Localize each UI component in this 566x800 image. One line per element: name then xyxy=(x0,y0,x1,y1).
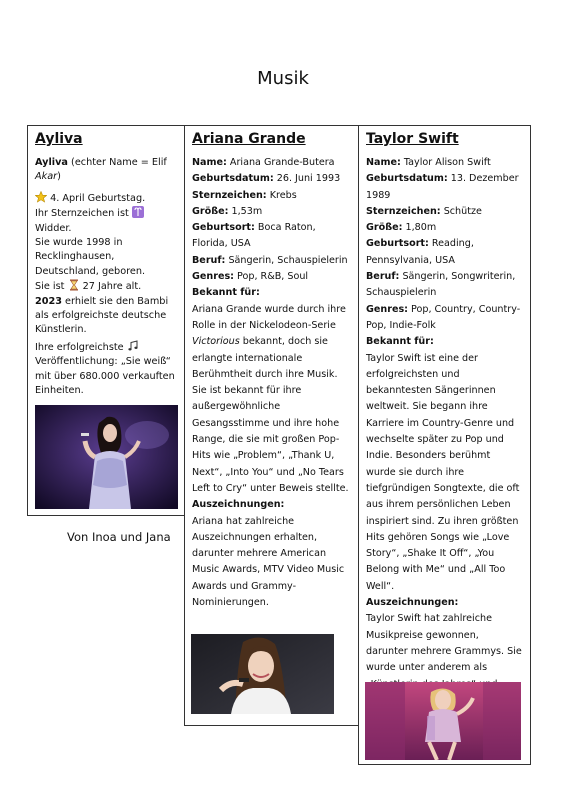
ariana-genre-label: Genres: xyxy=(192,271,234,283)
ariana-text xyxy=(192,155,351,611)
ariana-awards-label: Auszeichnungen: xyxy=(192,499,285,511)
ariana-birth-label: Geburtsdatum: xyxy=(192,173,274,185)
taylor-height-label: Größe: xyxy=(366,222,403,234)
ayliva-sign-pre: Ihr Sternzeichen ist xyxy=(35,208,132,220)
ariana-known-post: bekannt, doch sie erlangte internationale Berühmtheit durch ihre Musik. Sie ist bekannt für ihre außergewöhnliche Gesangsstimme und ihre hohe Range, die sie mit großen Pop-Hits wie „Problem“, „Thank U, Next“, „Into You“ und „No Tears Left to Cry“ unter Beweis stellte. xyxy=(192,336,349,494)
ariana-sign-value: Krebs xyxy=(266,189,297,201)
hourglass-icon xyxy=(68,279,80,291)
ariana-photo xyxy=(191,634,334,714)
ariana-name-label: Name: xyxy=(192,157,227,168)
ariana-height-value: 1,53m xyxy=(228,205,263,217)
ariana-place-label: Geburtsort: xyxy=(192,222,255,234)
ayliva-bambi-year: 2023 xyxy=(35,295,62,307)
ariana-known-pre: Ariana Grande wurde durch ihre Rolle in der Nickelodeon-Serie xyxy=(192,303,346,331)
ayliva-age-post: 27 Jahre alt. xyxy=(79,281,142,293)
taylor-awards-label: Auszeichnungen: xyxy=(366,597,459,609)
aries-sign-icon xyxy=(132,206,144,218)
ayliva-born: Sie wurde 1998 in Recklinghausen, Deutschland, geboren. xyxy=(35,237,146,277)
ariana-height-label: Größe: xyxy=(192,205,229,217)
taylor-known-text: Taylor Swift ist eine der erfolgreichsten und bekanntesten Sängerinnen weltweit. Sie begann ihre Karriere im Country-Genre und wechselte später zu Pop und Indie. Besonders berühmt wurde sie durch ihre tiefgründigen Songtexte, die oft aus ihrem persönlichen Leben inspiriert sind. Zu ihren größten Hits gehören Songs wie „Love Story“, „Shake It Off“, „You Belong with Me“ und „All Too Well“. xyxy=(366,352,520,592)
ayliva-photo xyxy=(35,405,178,509)
taylor-name-value: Taylor Alison Swift xyxy=(400,157,491,168)
taylor-genre-label: Genres: xyxy=(366,303,408,315)
taylor-birth-label: Geburtsdatum: xyxy=(366,173,448,185)
ayliva-age-pre: Sie ist xyxy=(35,281,68,293)
ayliva-bambi-text: erhielt sie den Bambi als erfolgreichste deutsche Künstlerin. xyxy=(35,295,169,336)
ayliva-realname-pre: (echter Name = Elif xyxy=(67,157,167,168)
taylor-heading: Taylor Swift xyxy=(366,131,459,147)
taylor-genre-value: Pop, Country, Country-Pop, Indie-Folk xyxy=(366,303,521,331)
taylor-photo xyxy=(365,682,521,760)
ariana-known-label: Bekannt für: xyxy=(192,287,260,299)
ariana-genre-value: Pop, R&B, Soul xyxy=(234,271,309,283)
ariana-place-value: Boca Raton, Florida, USA xyxy=(192,222,316,250)
credits: Von Inoa und Jana xyxy=(67,530,171,544)
ayliva-text xyxy=(35,156,178,399)
taylor-sign-label: Sternzeichen: xyxy=(366,205,441,217)
ayliva-heading: Ayliva xyxy=(35,131,83,147)
ariana-heading: Ariana Grande xyxy=(192,131,306,147)
taylor-job-label: Beruf: xyxy=(366,271,400,283)
ayliva-sign-post: Widder. xyxy=(35,222,72,234)
ayliva-realname-post: ) xyxy=(57,171,61,183)
ariana-job-label: Beruf: xyxy=(192,254,226,266)
ariana-name-value: Ariana Grande-Butera xyxy=(226,157,335,168)
taylor-place-label: Geburtsort: xyxy=(366,238,429,250)
star-emoji-icon xyxy=(35,191,47,203)
taylor-name-label: Name: xyxy=(366,157,401,168)
ariana-awards-text: Ariana hat zahlreiche Auszeichnungen erhalten, darunter mehrere American Music Awards, MTV Video Music Awards und Grammy-Nominierungen. xyxy=(192,515,345,609)
page-title: Musik xyxy=(257,68,309,89)
ayliva-name-bold: Ayliva xyxy=(35,157,68,168)
ariana-birth-value: 26. Juni 1993 xyxy=(273,173,341,185)
taylor-card xyxy=(358,125,531,765)
ayliva-hit-pre: Ihre erfolgreichste xyxy=(35,341,127,353)
taylor-height-value: 1,80m xyxy=(402,222,437,234)
taylor-job-value: Sängerin, Songwriterin, Schauspielerin xyxy=(366,271,516,299)
ayliva-realname-italic: Akar xyxy=(35,171,58,183)
ayliva-hit-post: Veröffentlichung: „Sie weiß“ mit über 680.000 verkauften Einheiten. xyxy=(35,356,175,397)
music-notes-icon xyxy=(127,340,139,352)
taylor-birth-value: 13. Dezember 1989 xyxy=(366,173,519,201)
ariana-known-italic: Victorious xyxy=(192,336,240,348)
taylor-known-label: Bekannt für: xyxy=(366,336,434,348)
ariana-sign-label: Sternzeichen: xyxy=(192,189,267,201)
taylor-text xyxy=(366,155,523,725)
ariana-job-value: Sängerin, Schauspielerin xyxy=(225,254,348,266)
ayliva-birthday: 4. April Geburtstag. xyxy=(47,192,146,204)
taylor-place-value: Reading, Pennsylvania, USA xyxy=(366,238,474,266)
taylor-awards-text: Taylor Swift hat zahlreiche Musikpreise gewonnen, darunter mehrere Grammys. Sie wurde unter anderem als xyxy=(366,613,522,674)
taylor-sign-value: Schütze xyxy=(440,205,482,217)
